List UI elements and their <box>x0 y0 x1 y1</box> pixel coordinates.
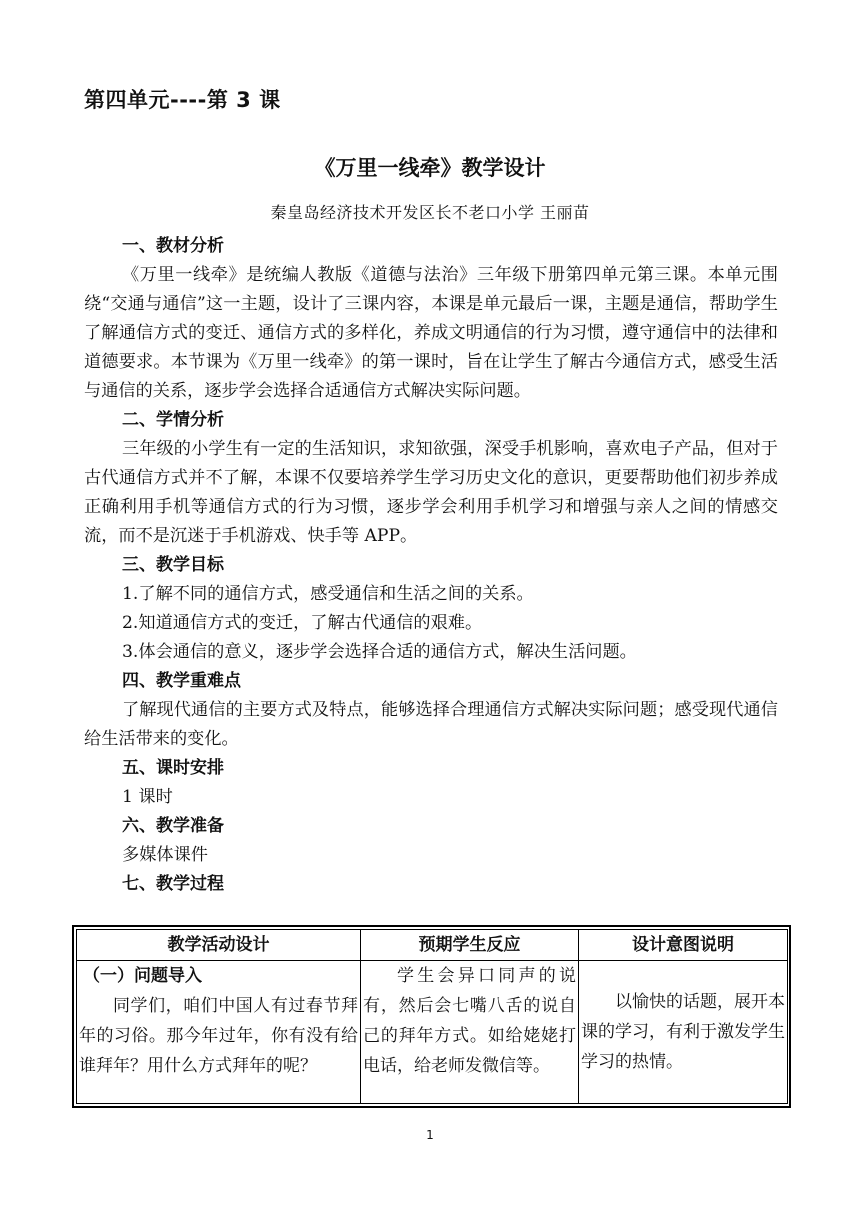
schedule-text: 1 课时 <box>122 787 173 807</box>
section-heading-teaching-goals: 三、教学目标 <box>122 555 224 575</box>
table-header-reaction: 预期学生反应 <box>361 930 579 961</box>
table-cell-activity <box>77 961 361 1104</box>
intent-text: 以愉快的话题，展开本课的学习，有利于激发学生学习的热情。 <box>581 992 785 1072</box>
table-cell-intent <box>579 961 788 1104</box>
section-heading-key-difficulties: 四、教学重难点 <box>122 671 241 691</box>
goal-item: 3.体会通信的意义，逐步学会选择合适的通信方式，解决生活问题。 <box>122 642 637 662</box>
page-number: 1 <box>426 1128 434 1142</box>
document-body <box>84 232 778 899</box>
activity-title: （一）问题导入 <box>83 966 202 986</box>
document-title: 《万里一线牵》教学设计 <box>314 156 546 180</box>
reaction-text: 学生会异口同声的说有，然后会七嘴八舌的说自己的拜年方式。如给姥姥打电话，给老师发微信等。 <box>363 966 576 1076</box>
goal-item: 1.了解不同的通信方式，感受通信和生活之间的关系。 <box>122 584 534 604</box>
section-paragraph-textbook-analysis: 《万里一线牵》是统编人教版《道德与法治》三年级下册第四单元第三课。本单元围绕“交通与通信”这一主题，设计了三课内容，本课是单元最后一课，主题是通信，帮助学生了解通信方式的变迁、通信方式的多样化，养成文明通信的行为习惯，遵守通信中的法律和道德要求。本节课为《万里一线牵》的第一课时，旨在让学生了解古今通信方式，感受生活与通信的关系，逐步学会选择合适通信方式解决实际问题。 <box>84 265 778 401</box>
section-heading-schedule: 五、课时安排 <box>122 758 224 778</box>
preparation-text: 多媒体课件 <box>122 845 208 865</box>
table-header-intent: 设计意图说明 <box>579 930 788 961</box>
table-row <box>77 961 788 1104</box>
section-heading-textbook-analysis: 一、教材分析 <box>122 236 224 256</box>
teaching-process-table <box>72 925 791 1108</box>
unit-heading: 第四单元----第 3 课 <box>84 88 281 112</box>
author-line: 秦皇岛经济技术开发区长不老口小学 王丽苗 <box>270 203 590 222</box>
section-paragraph-key-difficulties: 了解现代通信的主要方式及特点，能够选择合理通信方式解决实际问题；感受现代通信给生活带来的变化。 <box>84 700 778 749</box>
section-paragraph-student-analysis: 三年级的小学生有一定的生活知识，求知欲强，深受手机影响，喜欢电子产品，但对于古代通信方式并不了解，本课不仅要培养学生学习历史文化的意识，更要帮助他们初步养成正确利用手机等通信方式的行为习惯，逐步学会利用手机学习和增强与亲人之间的情感交流，而不是沉迷于手机游戏、快手等 APP。 <box>84 439 778 546</box>
section-heading-preparation: 六、教学准备 <box>122 816 224 836</box>
section-heading-teaching-process: 七、教学过程 <box>122 874 224 894</box>
activity-text: 同学们，咱们中国人有过春节拜年的习俗。那今年过年，你有没有给谁拜年？用什么方式拜年的呢？ <box>79 996 358 1076</box>
table-cell-reaction <box>361 961 579 1104</box>
section-heading-student-analysis: 二、学情分析 <box>122 410 224 430</box>
goal-item: 2.知道通信方式的变迁，了解古代通信的艰难。 <box>122 613 483 633</box>
table-header-activity: 教学活动设计 <box>77 930 361 961</box>
